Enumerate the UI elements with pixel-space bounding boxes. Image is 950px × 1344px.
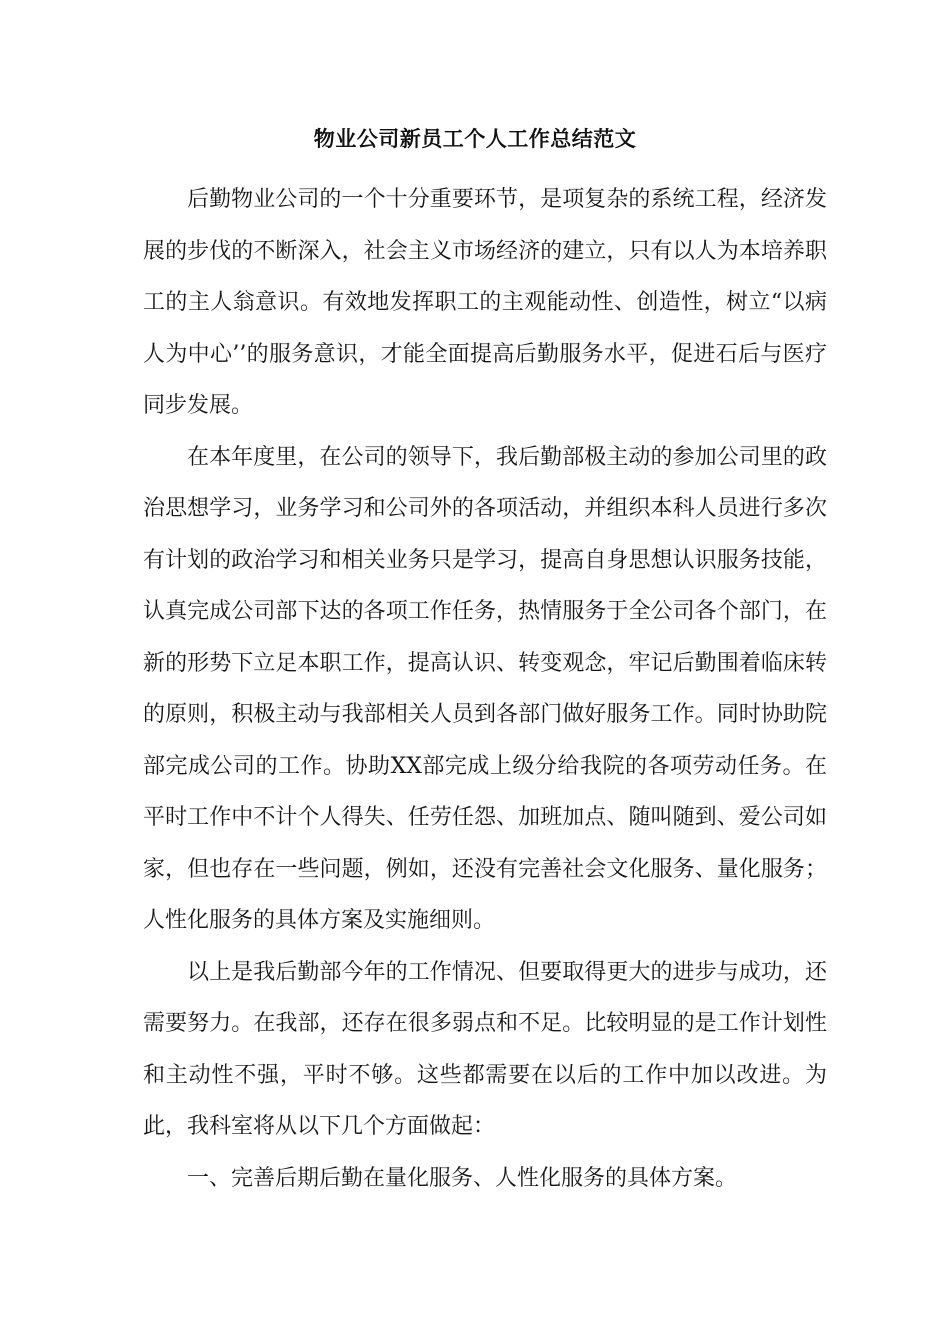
paragraph-intro: 后勤物业公司的一个十分重要环节，是项复杂的系统工程，经济发展的步伐的不断深入，社会主义市场经济的建立，只有以人为本培养职工的主人翁意识。有效地发挥职工的主观能动性、创造性，树立“以病人为中心’’的服务意识，才能全面提高后勤服务水平，促进石后与医疗同步发展。 [143,187,827,418]
paragraph-shortcomings: 以上是我后勤部今年的工作情况、但要取得更大的进步与成功，还需要努力。在我部，还存在很多弱点和不足。比较明显的是工作计划性和主动性不强，平时不够。这些都需要在以后的工作中加以改进。为此，我科室将从以下几个方面做起： [143,959,827,1139]
document-body [143,174,827,1204]
paragraph-plan-item-1: 一、完善后期后勤在量化服务、人性化服务的具体方案。 [187,1165,738,1191]
paragraph-annual-work: 在本年度里，在公司的领导下，我后勤部极主动的参加公司里的政治思想学习，业务学习和公司外的各项活动，并组织本科人员进行多次有计划的政治学习和相关业务只是学习，提高自身思想认识服务技能，认真完成公司部下达的各项工作任务，热情服务于全公司各个部门，在新的形势下立足本职工作，提高认识、转变观念，牢记后勤围着临床转的原则，积极主动与我部相关人员到各部门做好服务工作。同时协助院部完成公司的工作。协助XX部完成上级分给我院的各项劳动任务。在平时工作中不计个人得失、任劳任怨、加班加点、随叫随到、爱公司如家，但也存在一些问题，例如，还没有完善社会文化服务、量化服务；人性化服务的具体方案及实施细则。 [143,444,827,933]
document-title: 物业公司新员工个人工作总结范文 [313,126,637,151]
